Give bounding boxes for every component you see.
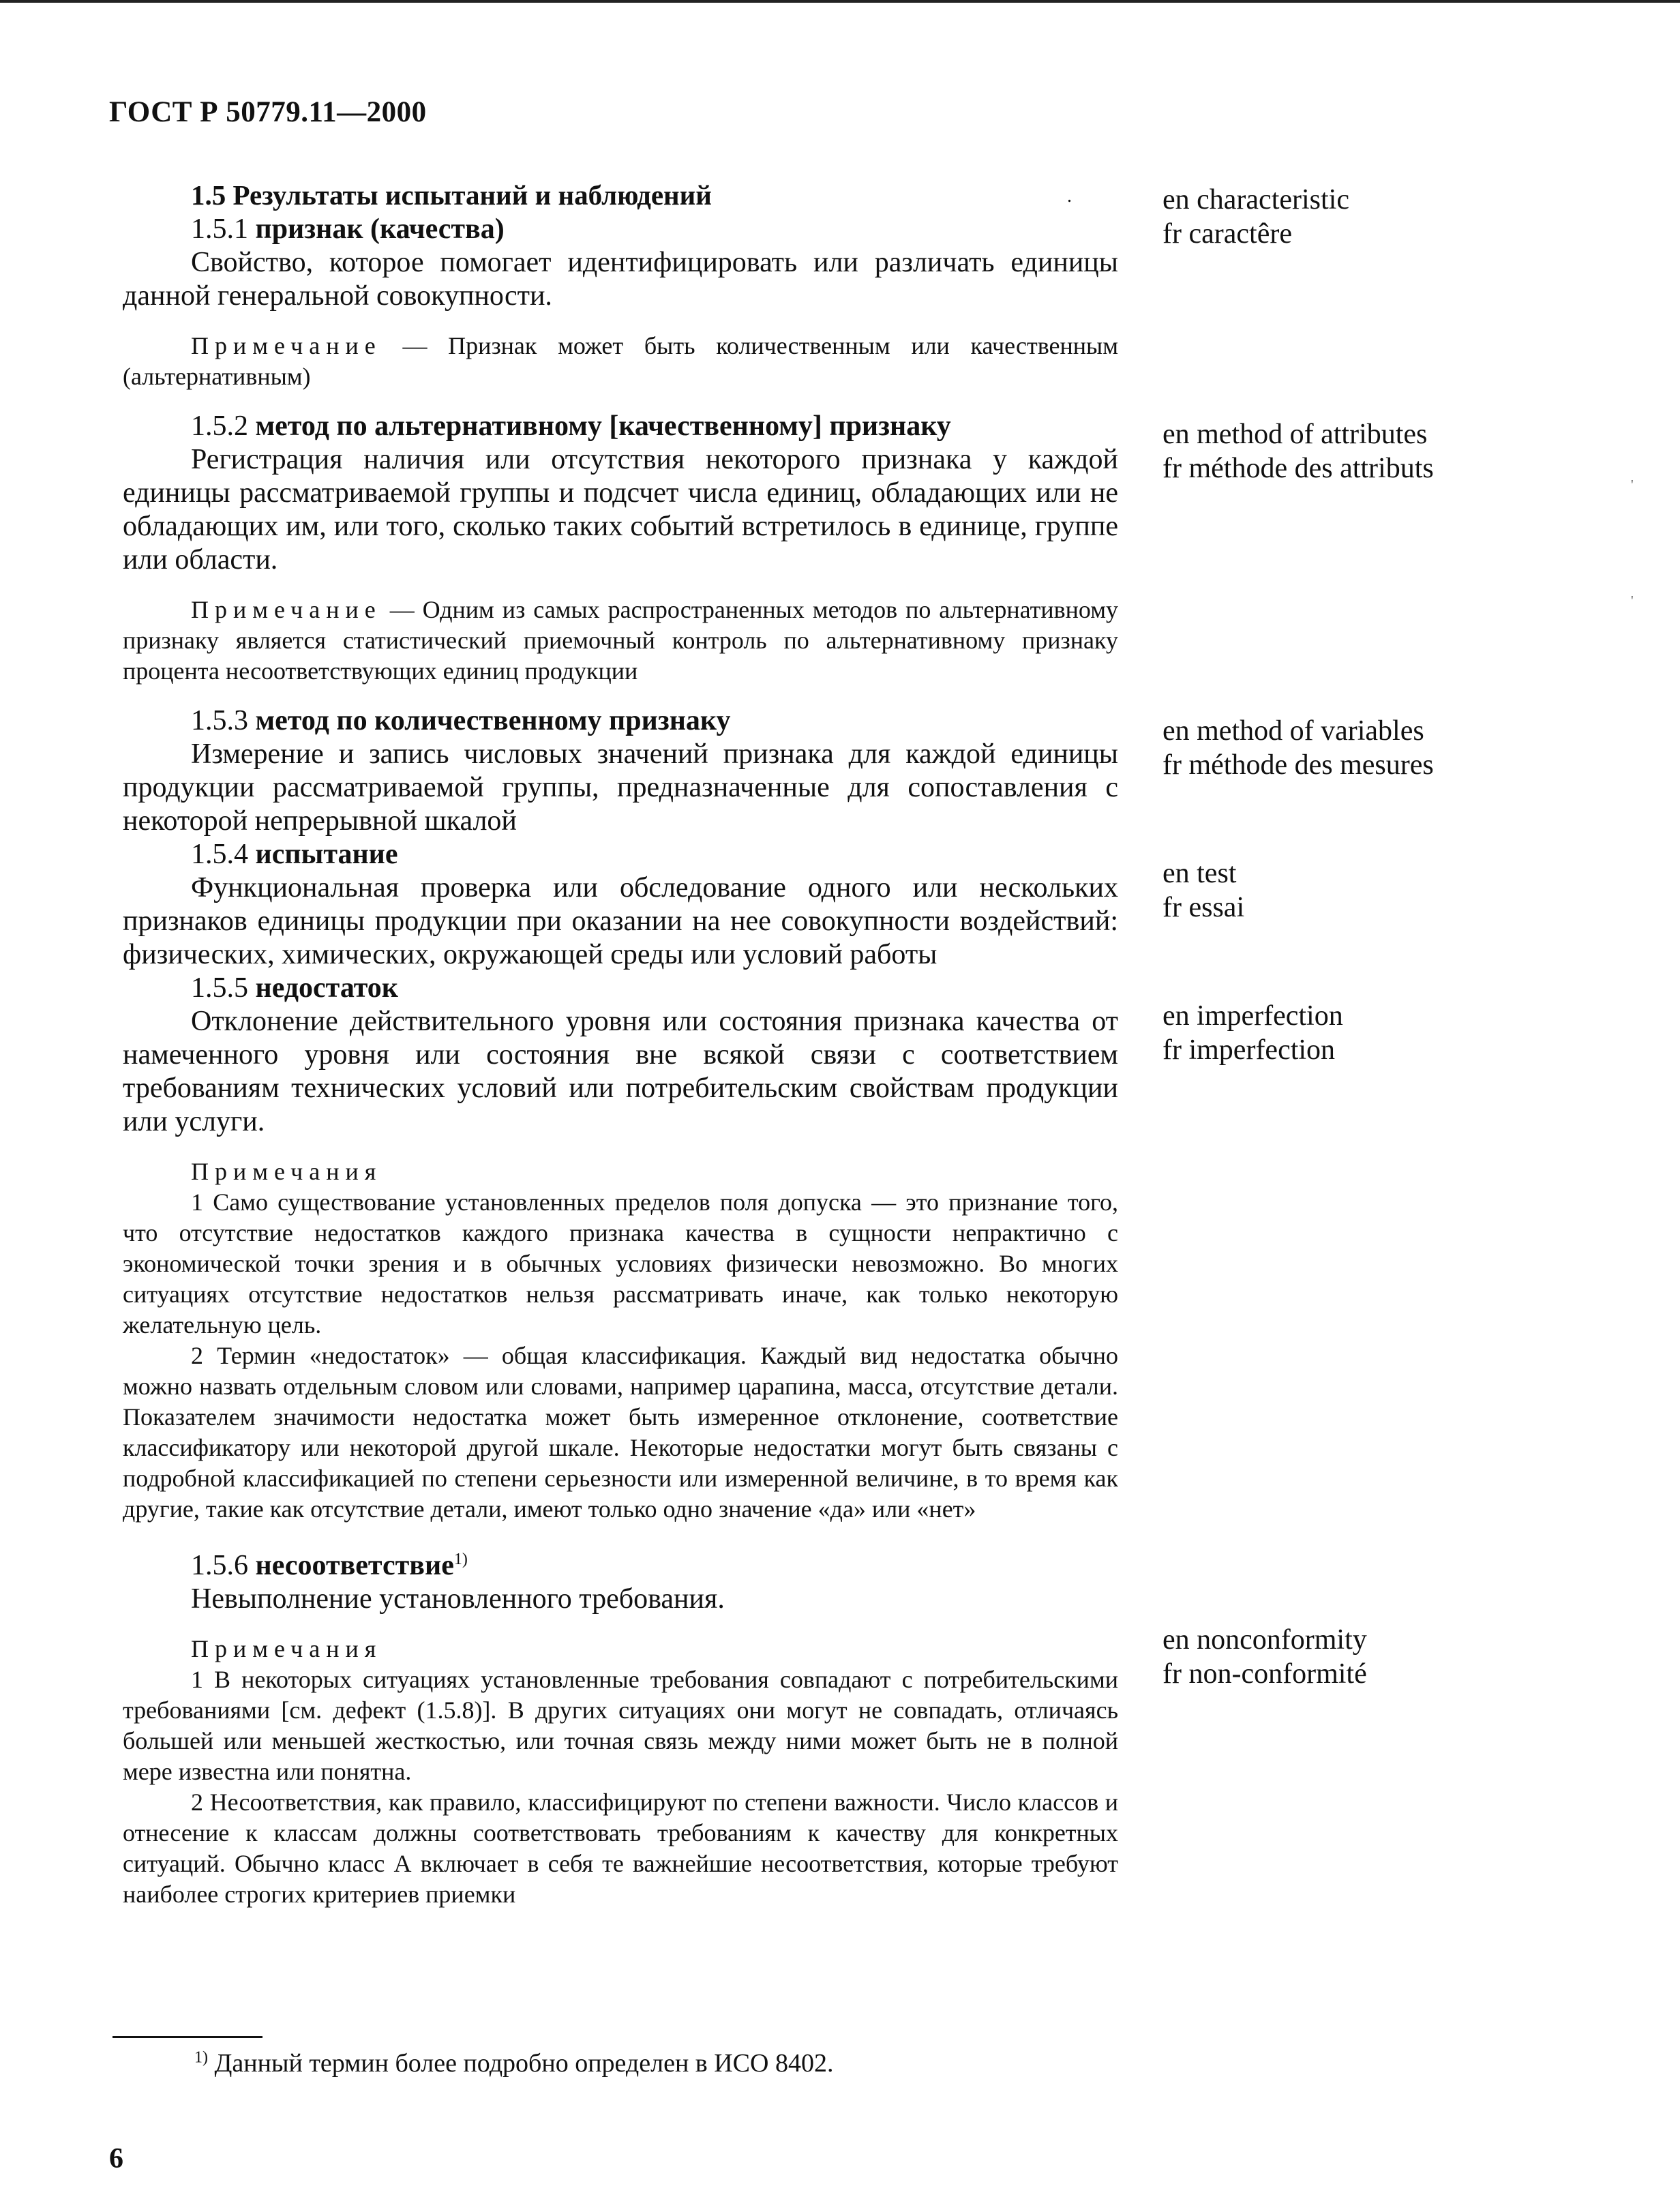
term-5-number: 1.5.5 — [191, 972, 248, 1004]
term-5-definition: Отклонение действительного уровня или состояния признака качества от намеченного уровня или состояния вне всякой связи с соответствием требованиям технических условий или потребительским свойствам продукции или услуги. — [123, 1006, 1118, 1137]
scan-speck: ' — [1631, 477, 1634, 492]
term-5-note-2: 2 Термин «недостаток» — общая классификация. Каждый вид недостатка обычно можно назвать отдельным словом или словами, например царапина, масса, отсутствие детали. Показателем значимости недостатка может быть измеренное отклонение, соответствие классификатору или некоторой другой шкале. Некоторые недостатки могут быть связаны с подробной классификацией по степени серьезности или измеренной величине, в то время как другие, такие как отсутствие детали, имеют только одно значение «да» или «нет» — [123, 1342, 1118, 1523]
term-3-heading — [123, 704, 1118, 738]
term-6-definition: Невыполнение установленного требования. — [191, 1583, 725, 1615]
term-5-notes-heading: Примечания — [191, 1158, 382, 1185]
term-2-number: 1.5.2 — [191, 410, 248, 442]
term-2-heading — [123, 410, 1118, 443]
term-3-definition: Измерение и запись числовых значений признака для каждой единицы продукции рассматриваемой группы, предназначенные для сопоставления с некоторой непрерывной шкалой — [123, 738, 1118, 837]
note-text: — Одним из самых распространенных методов по альтернативному признаку является статистический приемочный контроль по альтернативному признаку процента несоответствующих единиц продукции — [123, 596, 1118, 685]
document-header: ГОСТ Р 50779.11—2000 — [109, 96, 427, 128]
term-3-en: en method of variables — [1162, 715, 1424, 747]
page-number: 6 — [109, 2143, 123, 2174]
section-title: 1.5 Результаты испытаний и наблюдений — [191, 179, 712, 211]
term-3-fr: fr méthode des mesures — [1162, 749, 1434, 781]
top-border-line — [0, 0, 1680, 3]
note-label: Примечание — [191, 332, 382, 359]
footnote-rule — [112, 2036, 262, 2038]
term-6-note-2: 2 Несоответствия, как правило, классифицируют по степени важности. Число классов и отнесение к классам должны соответствовать требованиям к качеству для конкретных ситуаций. Обычно класс А включает в себя те важнейшие несоответствия, которые требуют наиболее строгих критериев приемки — [123, 1789, 1118, 1908]
term-6-fr: fr non-conformité — [1162, 1658, 1367, 1690]
note-text: — Признак может быть количественным или качественным (альтернативным) — [123, 332, 1118, 390]
term-4-number: 1.5.4 — [191, 839, 248, 870]
main-text-column — [123, 213, 1118, 1910]
term-1-definition: Свойство, которое помогает идентифицировать или различать единицы данной генеральной совокупности. — [123, 247, 1118, 312]
term-1-heading — [123, 213, 1118, 246]
footnote-mark: 1) — [194, 2048, 208, 2067]
term-5-name: недостаток — [255, 972, 399, 1004]
term-6-name: несоответствие — [255, 1550, 454, 1581]
footnote — [194, 2048, 833, 2078]
term-3-number: 1.5.3 — [191, 705, 248, 736]
term-2-fr: fr méthode des attributs — [1162, 453, 1434, 484]
term-2-definition: Регистрация наличия или отсутствия некоторого признака у каждой единицы рассматриваемой группы и подсчет числа единиц, обладающих или не обладающих им, или того, сколько таких событий встретилось в единице, группе или области. — [123, 444, 1118, 575]
term-1-name: признак (качества) — [255, 213, 505, 245]
term-4-definition: Функциональная проверка или обследование одного или нескольких признаков единицы продукции при оказании на нее совокупности воздействий: физических, химических, окружающей среды или условий работы — [123, 872, 1118, 970]
term-2-name: метод по альтернативному [качественному] признаку — [255, 410, 951, 442]
term-1-fr: fr caractêre — [1162, 218, 1292, 250]
term-4-fr: fr essai — [1162, 892, 1245, 923]
footnote-text: Данный термин более подробно определен в ИСО 8402. — [208, 2049, 834, 2078]
section-dot: . — [1067, 185, 1072, 207]
note-label: Примечание — [191, 596, 382, 623]
scan-speck: ' — [1631, 593, 1634, 608]
term-6-heading — [123, 1549, 1118, 1583]
term-1-en: en characteristic — [1162, 184, 1349, 215]
term-2-en: en method of attributes — [1162, 419, 1428, 450]
term-4-name: испытание — [255, 839, 398, 870]
term-6-number: 1.5.6 — [191, 1550, 248, 1581]
term-6-note-1: 1 В некоторых ситуациях установленные требования совпадают с потребительскими требованиями [см. дефект (1.5.8)]. В других ситуациях они могут не совпадать, отличаясь большей или меньшей жесткостью, или точная связь между ними может быть не в полной мере известна или понятна. — [123, 1666, 1118, 1785]
term-1-number: 1.5.1 — [191, 213, 248, 245]
term-6-en: en nonconformity — [1162, 1624, 1367, 1656]
term-5-note-1: 1 Само существование установленных пределов поля допуска — это признание того, что отсутствие недостатков каждого признака качества в сущности непрактично с экономической точки зрения и в обычных условиях физически невозможно. Во многих ситуациях отсутствие недостатков нельзя рассматривать иначе, как только некоторую желательную цель. — [123, 1188, 1118, 1338]
term-5-heading — [123, 972, 1118, 1005]
term-4-en: en test — [1162, 858, 1237, 889]
term-2-note — [123, 595, 1118, 687]
footnote-reference: 1) — [453, 1551, 468, 1568]
term-5-fr: fr imperfection — [1162, 1034, 1336, 1066]
term-1-note — [123, 331, 1118, 392]
term-4-heading — [123, 838, 1118, 871]
term-6-notes-heading: Примечания — [191, 1635, 382, 1662]
term-3-name: метод по количественному признаку — [255, 705, 731, 736]
term-5-en: en imperfection — [1162, 1000, 1343, 1032]
